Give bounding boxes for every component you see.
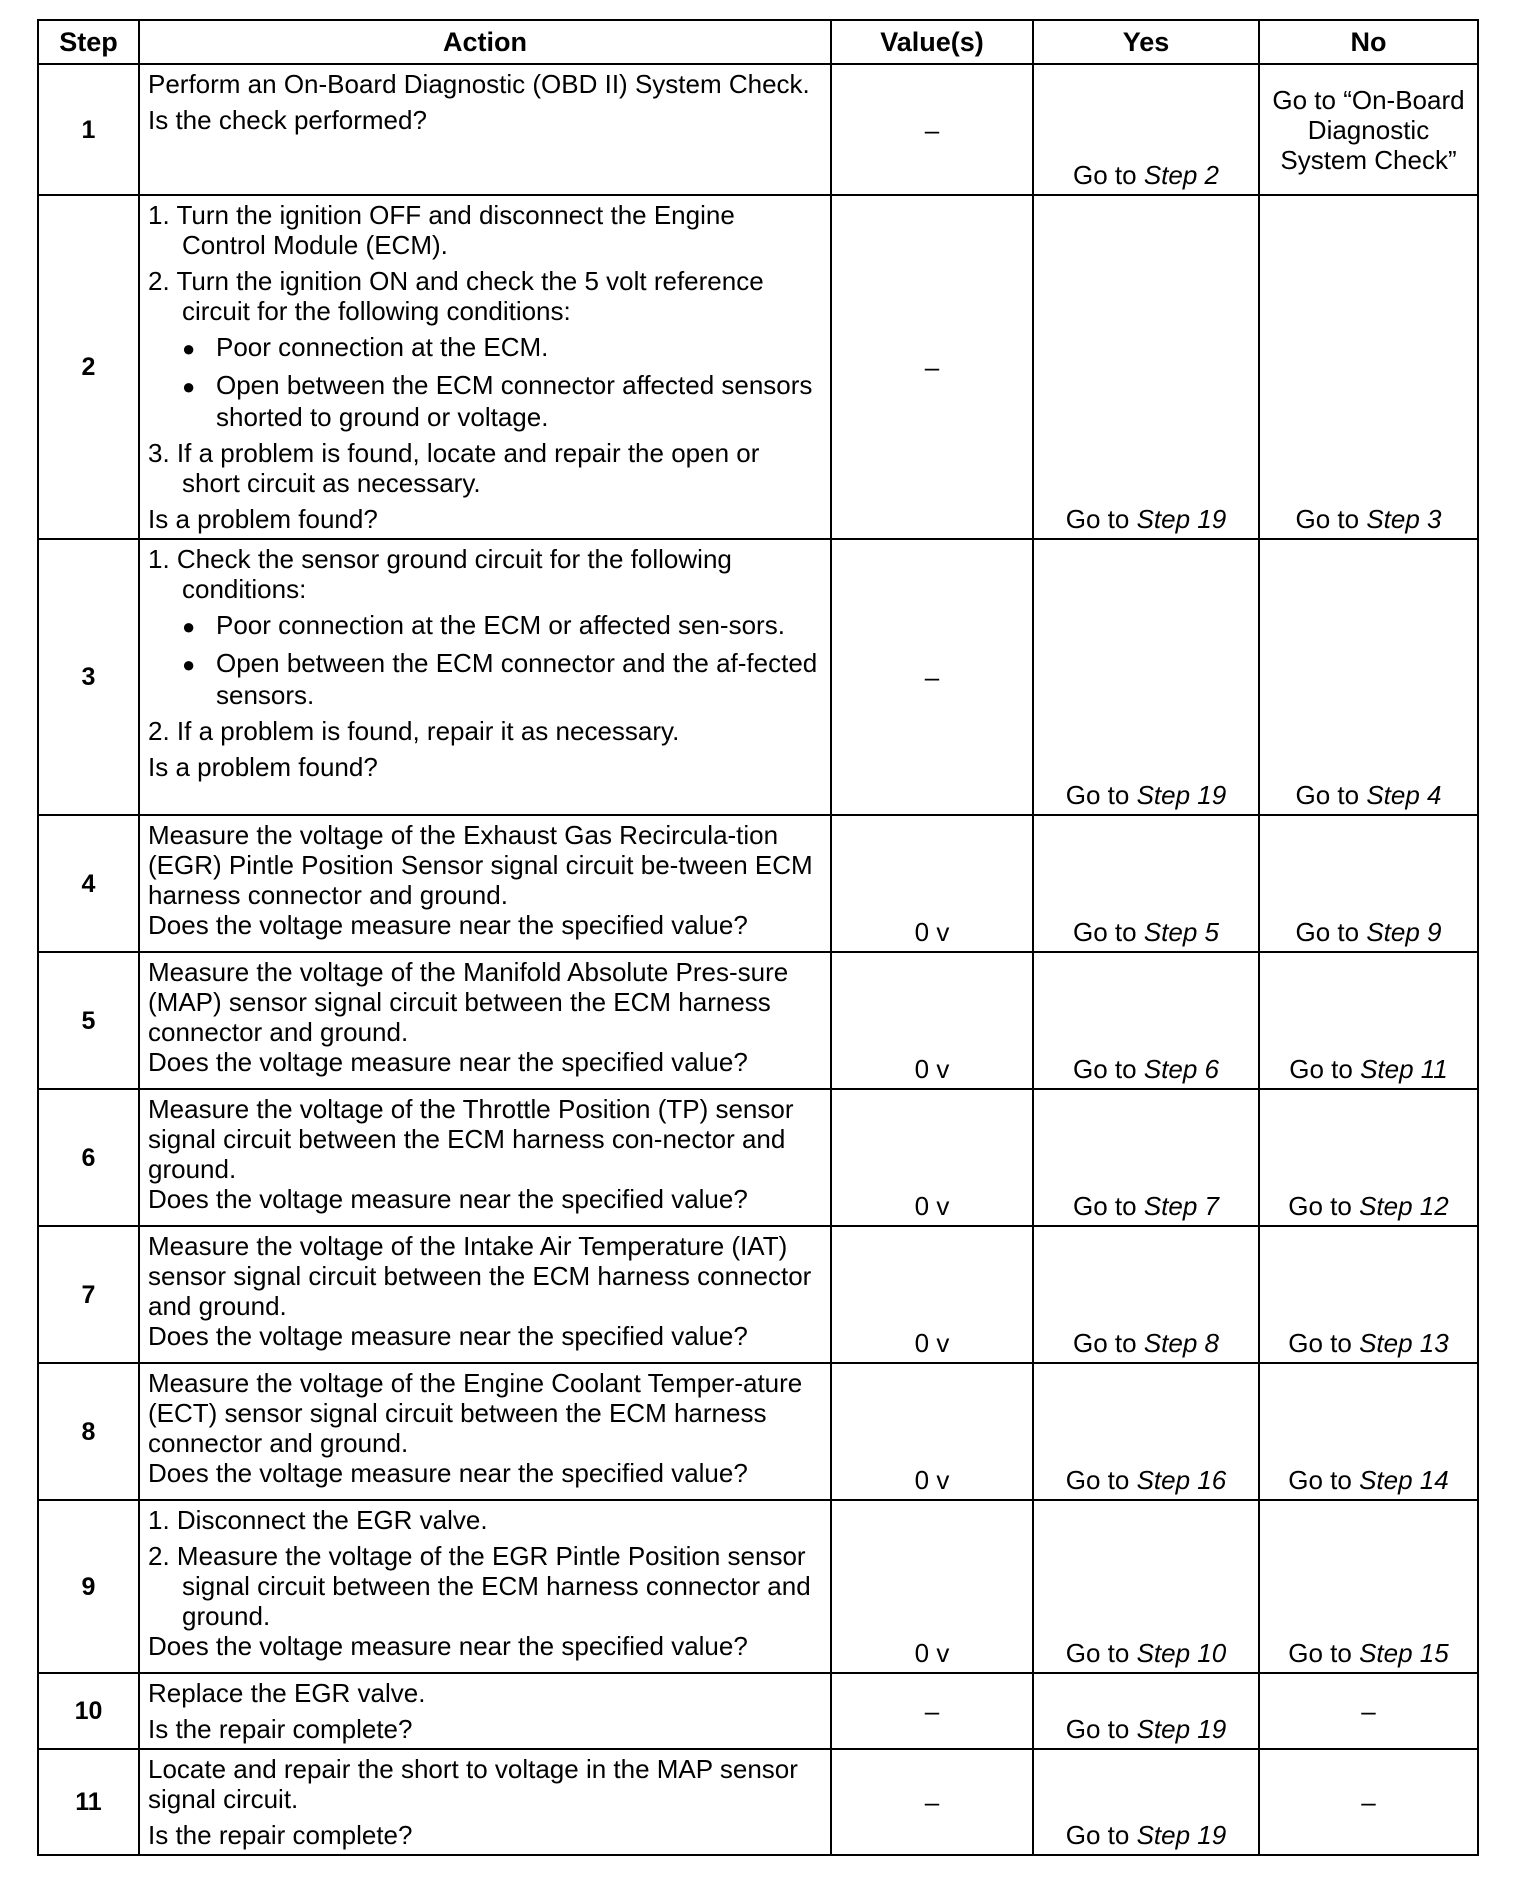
action-cell [139,195,831,539]
action-text: 1. Turn the ignition OFF and disconnect the Engine Control Module (ECM). [148,200,735,260]
goto-text: Go to [1065,504,1130,534]
action-question: Does the voltage measure near the specified value? [148,1047,748,1077]
action-cell [139,815,831,952]
no-cell [1259,539,1478,815]
no-cell [1259,1363,1478,1500]
step-ref: Step 6 [1143,1054,1219,1084]
action-text: 1. Disconnect the EGR valve. [148,1505,488,1535]
step-number: 4 [38,815,139,952]
no-cell [1259,815,1478,952]
action-question: Is the repair complete? [148,1714,413,1744]
table-row [38,1673,1478,1749]
yes-cell [1033,952,1259,1089]
action-text: Measure the voltage of the Intake Air Temperature (IAT) sensor signal circuit between the ECM harness connector and ground. [148,1231,812,1321]
step-number: 3 [38,539,139,815]
step-number: 10 [38,1673,139,1749]
action-text: 2. Turn the ignition ON and check the 5 volt reference circuit for the following conditions: [148,266,764,326]
yes-cell [1033,1673,1259,1749]
table-row [38,1749,1478,1855]
action-cell [139,539,831,815]
step-ref: Step 19 [1136,1714,1227,1744]
goto-text: Go to [1065,1638,1130,1668]
action-text: Replace the EGR valve. [148,1678,426,1708]
step-ref: Step 16 [1136,1465,1227,1495]
action-text: 2. Measure the voltage of the EGR Pintle Position sensor signal circuit between the ECM harness connector and ground. [148,1541,811,1631]
action-cell [139,1749,831,1855]
header-values: Value(s) [831,20,1033,64]
goto-text: Go to [1288,1638,1352,1668]
bullet-text: Open between the ECM connector affected sensors shorted to ground or voltage. [216,370,813,432]
goto-text: Go to [1295,504,1360,534]
goto-text: Go to [1073,160,1137,190]
table-row [38,195,1478,539]
step-ref: Step 4 [1366,780,1442,810]
action-text: Locate and repair the short to voltage in the MAP sensor signal circuit. [148,1754,798,1814]
step-ref: Step 9 [1366,917,1442,947]
value-cell: – [831,64,1033,195]
yes-cell [1033,1226,1259,1363]
step-number: 1 [38,64,139,195]
table-row [38,1500,1478,1673]
table-row [38,952,1478,1089]
step-ref: Step 12 [1359,1191,1449,1221]
value-cell: – [831,539,1033,815]
step-ref: Step 13 [1359,1328,1449,1358]
action-question: Does the voltage measure near the specified value? [148,910,748,940]
action-text: 2. If a problem is found, repair it as necessary. [148,716,680,746]
action-cell [139,1089,831,1226]
yes-cell [1033,815,1259,952]
step-ref: Step 14 [1359,1465,1449,1495]
action-question: Is the repair complete? [148,1820,413,1850]
yes-cell [1033,1500,1259,1673]
bullet-icon: ● [182,614,196,639]
no-cell [1259,195,1478,539]
step-number: 8 [38,1363,139,1500]
goto-text: Go to [1065,1820,1130,1850]
goto-text: Go to [1065,1465,1130,1495]
yes-cell [1033,1363,1259,1500]
yes-cell [1033,539,1259,815]
yes-cell [1033,195,1259,539]
no-cell [1259,952,1478,1089]
step-ref: Step 11 [1360,1054,1448,1084]
action-text: Measure the voltage of the Manifold Absolute Pres-sure (MAP) sensor signal circuit between the ECM harness connector and ground. [148,957,789,1047]
bullet-icon: ● [182,652,196,677]
bullet-text: Open between the ECM connector and the af-fected sensors. [216,648,818,710]
goto-text: Go to [1295,780,1360,810]
value-cell: 0 v [831,952,1033,1089]
step-number: 5 [38,952,139,1089]
action-text: 3. If a problem is found, locate and repair the open or short circuit as necessary. [148,438,760,498]
goto-text: Go to [1289,1054,1353,1084]
action-question: Does the voltage measure near the specified value? [148,1631,748,1661]
action-question: Is the check performed? [148,105,427,135]
goto-text: Go to [1288,1328,1352,1358]
value-cell: – [831,1673,1033,1749]
step-number: 6 [38,1089,139,1226]
action-question: Does the voltage measure near the specified value? [148,1458,748,1488]
header-no: No [1259,20,1478,64]
bullet-item [148,332,822,364]
goto-text: Go to [1073,1191,1137,1221]
yes-cell [1033,1089,1259,1226]
no-cell: – [1259,1749,1478,1855]
value-cell: 0 v [831,1363,1033,1500]
bullet-text: Poor connection at the ECM or affected sen-sors. [216,610,785,640]
action-cell [139,1226,831,1363]
step-ref: Step 10 [1136,1638,1227,1668]
action-cell [139,1673,831,1749]
bullet-item [148,370,822,432]
goto-text: Go to [1073,1328,1137,1358]
goto-text: Go to [1288,1191,1352,1221]
action-cell [139,1363,831,1500]
step-ref: Step 19 [1136,1820,1227,1850]
table-row [38,64,1478,195]
step-ref: Step 2 [1143,160,1219,190]
action-text: Measure the voltage of the Throttle Position (TP) sensor signal circuit between the ECM harness con-nector and ground. [148,1094,794,1184]
yes-cell [1033,1749,1259,1855]
table-row [38,539,1478,815]
no-cell [1259,1500,1478,1673]
no-cell [1259,1226,1478,1363]
value-cell: – [831,195,1033,539]
bullet-icon: ● [182,374,196,399]
step-ref: Step 3 [1366,504,1442,534]
step-ref: Step 5 [1143,917,1219,947]
action-question: Does the voltage measure near the specified value? [148,1321,748,1351]
action-text: Measure the voltage of the Engine Coolant Temper-ature (ECT) sensor signal circuit between the ECM harness connector and ground. [148,1368,803,1458]
step-number: 9 [38,1500,139,1673]
action-question: Is a problem found? [148,752,378,782]
action-cell [139,952,831,1089]
action-question: Is a problem found? [148,504,378,534]
action-text: Measure the voltage of the Exhaust Gas Recircula-tion (EGR) Pintle Position Sensor signal circuit be-tween ECM harness connector and ground. [148,820,813,910]
value-cell: 0 v [831,815,1033,952]
goto-text: Go to [1073,917,1137,947]
action-cell [139,1500,831,1673]
table-row [38,1363,1478,1500]
bullet-text: Poor connection at the ECM. [216,332,549,362]
table-row [38,1089,1478,1226]
table-row [38,815,1478,952]
yes-cell [1033,64,1259,195]
step-ref: Step 15 [1359,1638,1449,1668]
step-number: 7 [38,1226,139,1363]
no-cell: – [1259,1673,1478,1749]
header-step: Step [38,20,139,64]
goto-text: Go to [1295,917,1360,947]
table-row [38,1226,1478,1363]
step-ref: Step 8 [1143,1328,1219,1358]
bullet-item [148,648,822,710]
action-text: Perform an On-Board Diagnostic (OBD II) System Check. [148,69,810,99]
header-row [38,20,1478,64]
value-cell: 0 v [831,1089,1033,1226]
goto-text: Go to [1065,1714,1130,1744]
step-number: 2 [38,195,139,539]
goto-text: Go to [1065,780,1130,810]
bullet-icon: ● [182,336,196,361]
action-text: 1. Check the sensor ground circuit for the following conditions: [148,544,732,604]
action-question: Does the voltage measure near the specified value? [148,1184,748,1214]
value-cell: – [831,1749,1033,1855]
bullet-item [148,610,822,642]
header-action: Action [139,20,831,64]
step-ref: Step 19 [1136,780,1227,810]
value-cell: 0 v [831,1226,1033,1363]
diagnostic-table [37,19,1479,1856]
goto-text: Go to [1288,1465,1352,1495]
no-cell [1259,1089,1478,1226]
no-cell: Go to “On-Board Diagnostic System Check” [1259,64,1478,195]
step-ref: Step 19 [1136,504,1227,534]
step-ref: Step 7 [1143,1191,1219,1221]
goto-text: Go to [1073,1054,1137,1084]
value-cell: 0 v [831,1500,1033,1673]
action-cell [139,64,831,195]
header-yes: Yes [1033,20,1259,64]
step-number: 11 [38,1749,139,1855]
